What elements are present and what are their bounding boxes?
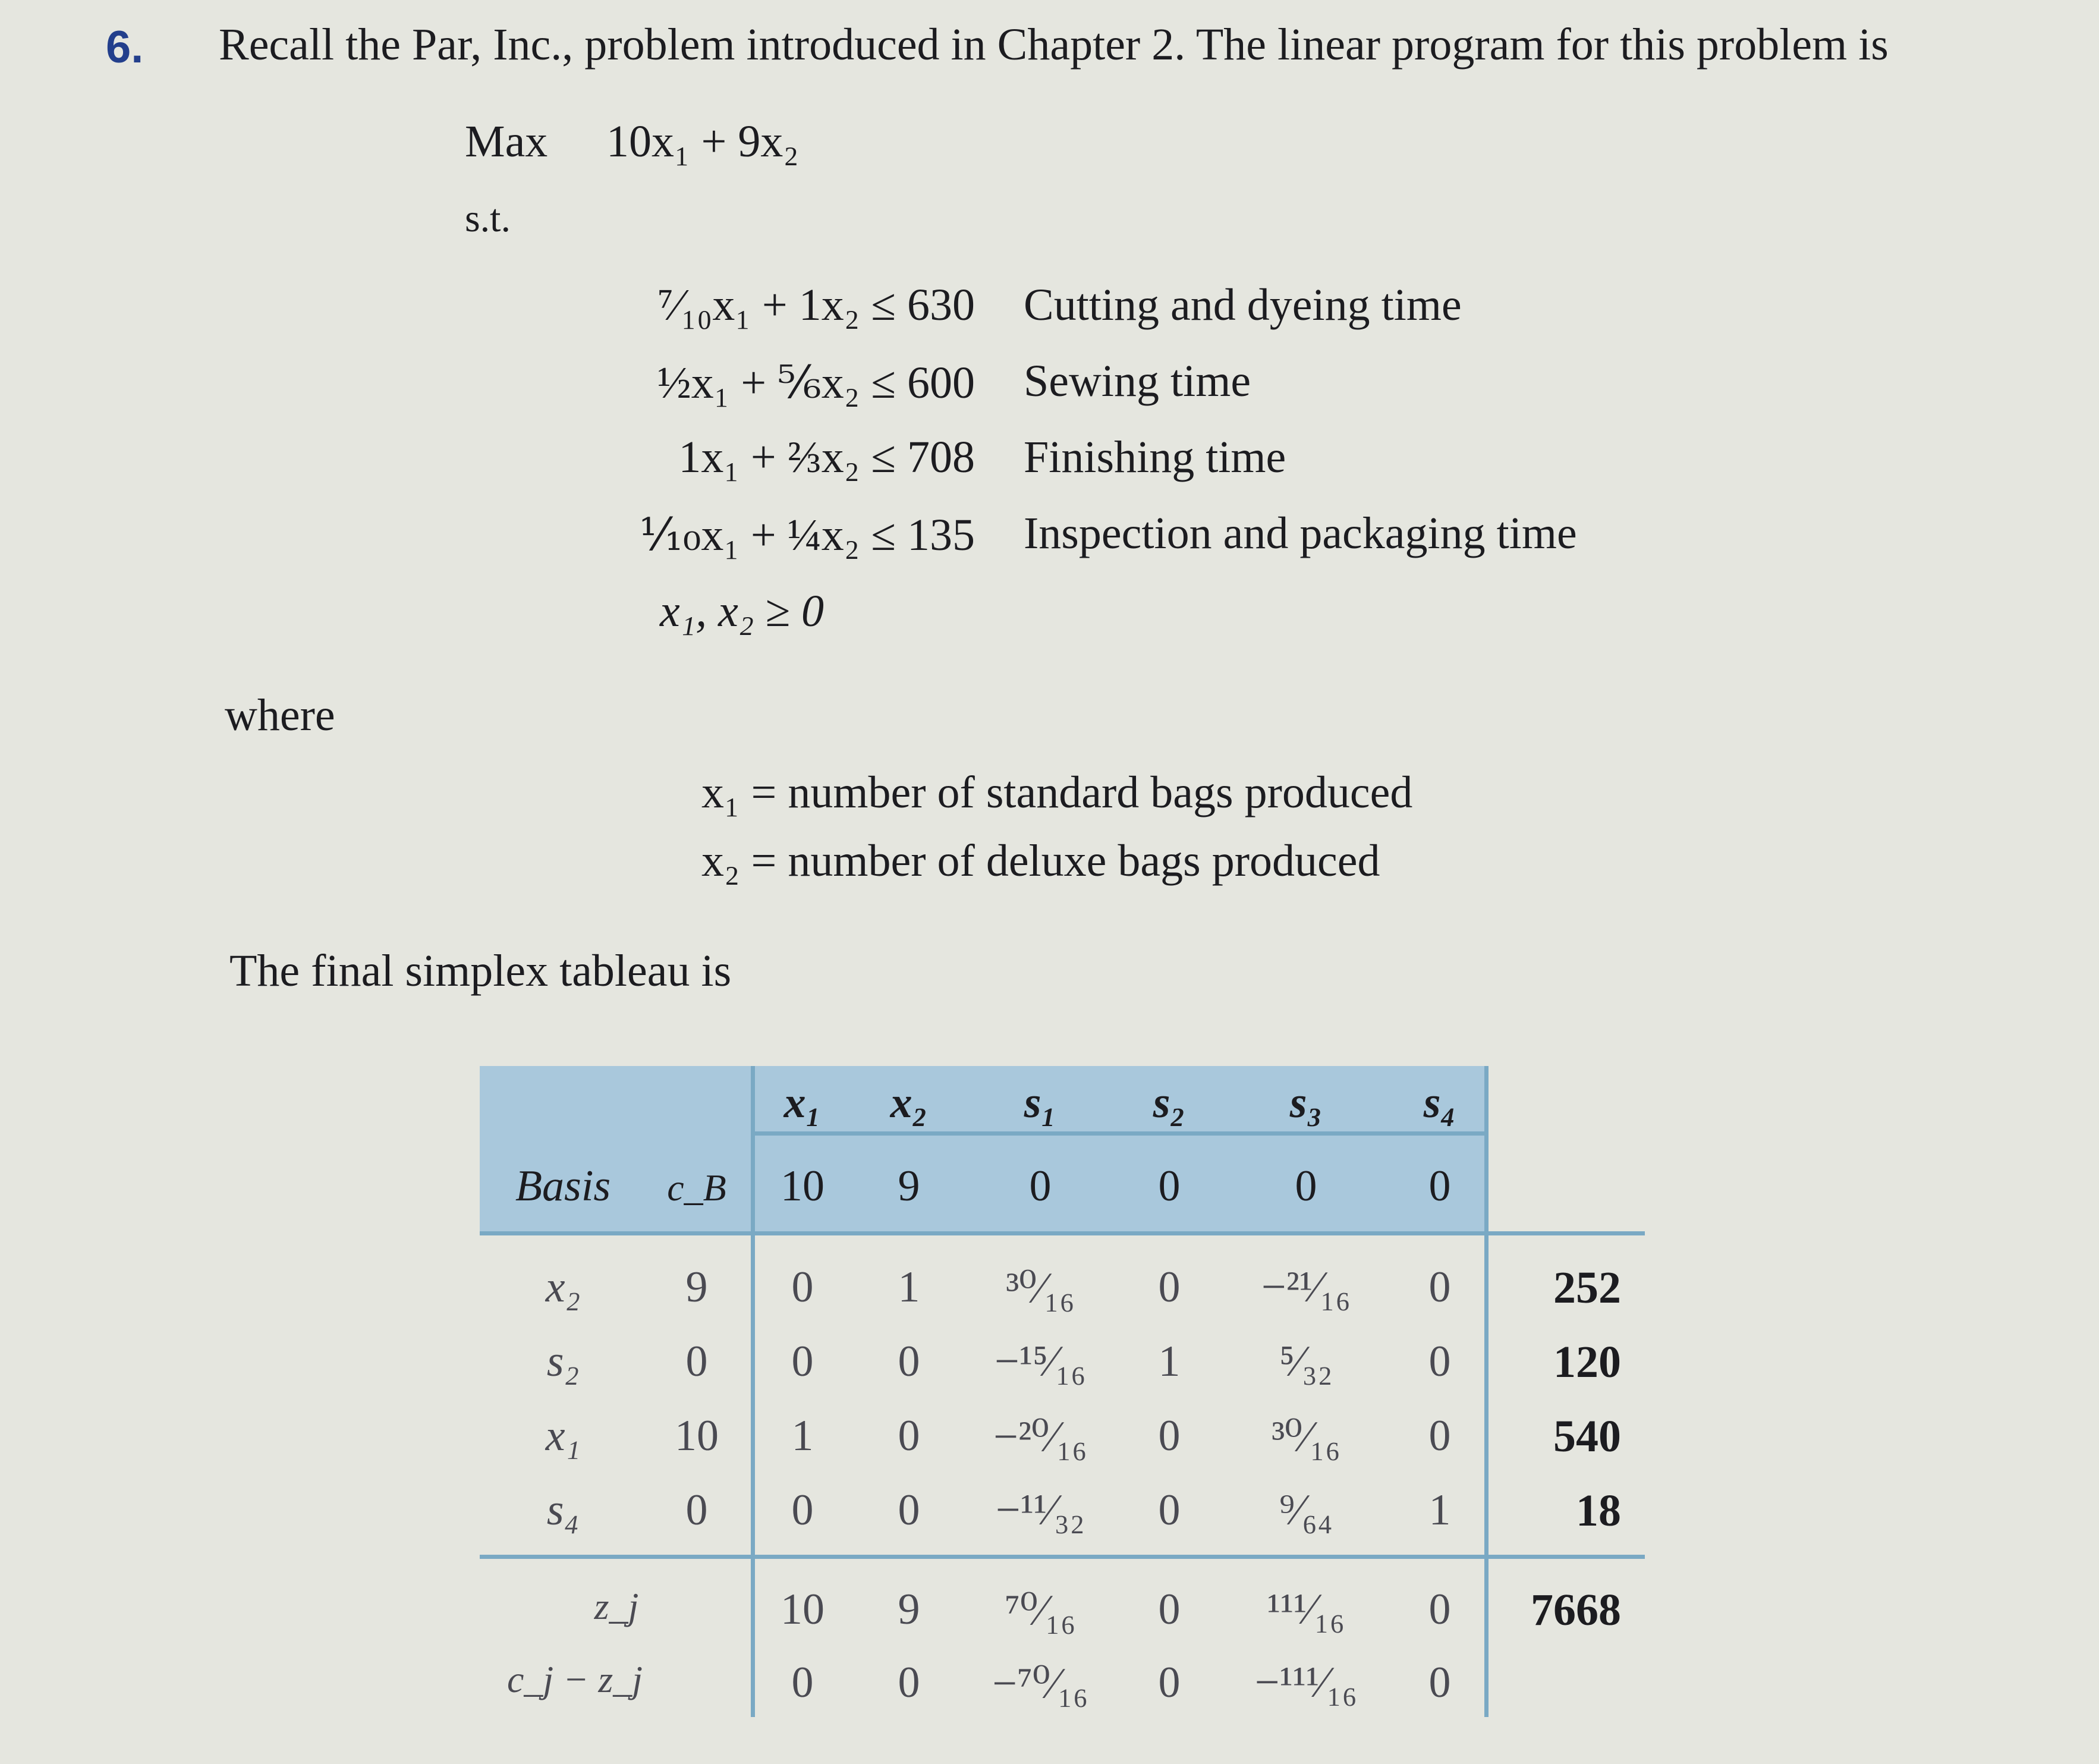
constraint-label: Cutting and dyeing time [1024, 280, 1462, 330]
tableau-cell: −¹¹⁄₃₂ [995, 1486, 1085, 1535]
cb-value: 10 [675, 1411, 719, 1460]
constraint-label: Inspection and packaging time [1024, 508, 1577, 558]
zj-label: z_j [594, 1585, 639, 1627]
cb-value: 9 [685, 1263, 708, 1312]
rhs-value: 18 [1576, 1486, 1621, 1536]
tableau-cell: −¹⁵⁄₁₆ [995, 1337, 1086, 1386]
tableau-cell: 0 [791, 1337, 814, 1386]
zj-value: 0 [1158, 1585, 1181, 1634]
tableau-cell: 1 [898, 1263, 920, 1312]
tableau-cell: 0 [1158, 1486, 1181, 1535]
constraint-lhs: ⁷⁄₁₀x₁ + 1x₂ ≤ 630 [657, 280, 975, 330]
cj-value: 10 [781, 1162, 825, 1210]
tableau-divider [751, 1066, 755, 1717]
tableau-cell: 0 [791, 1486, 814, 1535]
simplex-tableau [480, 1066, 1645, 1726]
rhs-value: 120 [1553, 1337, 1621, 1387]
zj-value: 9 [898, 1585, 920, 1634]
tableau-cell: 1 [1158, 1337, 1181, 1386]
header-s3: s₃ [1289, 1078, 1323, 1127]
tableau-cell: 0 [791, 1263, 814, 1312]
tableau-cell: ³⁰⁄₁₆ [1272, 1413, 1340, 1461]
tableau-cell: 0 [1428, 1263, 1451, 1312]
max-label: Max [465, 117, 548, 166]
zj-value: 10 [781, 1585, 825, 1634]
where-label: where [225, 690, 335, 740]
tableau-intro: The final simplex tableau is [229, 946, 732, 996]
tableau-cell: 1 [791, 1411, 814, 1460]
cb-label: c_B [667, 1166, 726, 1209]
cj-zj-label: c_j − z_j [506, 1658, 643, 1700]
tableau-cell: −²⁰⁄₁₆ [993, 1413, 1087, 1461]
tableau-cell: ⁵⁄₃₂ [1279, 1337, 1333, 1386]
definition-x1: x₁ = number of standard bags produced [701, 768, 1413, 817]
nonnegativity-constraint: x₁, x₂ ≥ 0 [660, 586, 825, 636]
tableau-cell: −²¹⁄₁₆ [1261, 1263, 1351, 1312]
cj-zj-value: 0 [791, 1658, 814, 1707]
cj-zj-value: 0 [1158, 1658, 1181, 1707]
cj-zj-value: −¹¹¹⁄₁₆ [1254, 1658, 1358, 1707]
header-s4: s₄ [1423, 1078, 1456, 1127]
tableau-cell: 0 [1428, 1337, 1451, 1386]
rhs-value: 252 [1553, 1263, 1621, 1313]
tableau-divider [480, 1231, 1645, 1235]
tableau-header-background [480, 1066, 1489, 1235]
problem-intro: Recall the Par, Inc., problem introduced in Chapter 2. The linear program for this problem is [219, 20, 1889, 70]
tableau-divider [751, 1131, 1489, 1136]
basis-var: s₄ [546, 1486, 580, 1535]
header-x2: x₂ [890, 1078, 928, 1127]
basis-var: s₂ [546, 1337, 580, 1386]
basis-var: x₂ [545, 1263, 581, 1312]
tableau-cell: 0 [1428, 1411, 1451, 1460]
cj-value: 9 [898, 1162, 920, 1210]
tableau-cell: 1 [1428, 1486, 1451, 1535]
objective-function: 10x₁ + 9x₂ [606, 117, 799, 166]
rhs-value: 540 [1553, 1411, 1621, 1461]
tableau-cell: ⁹⁄₆₄ [1279, 1486, 1333, 1535]
cj-zj-value: −⁷⁰⁄₁₆ [992, 1659, 1088, 1708]
objective-value: 7668 [1531, 1585, 1621, 1635]
basis-var: x₁ [545, 1411, 581, 1460]
cj-zj-value: 0 [1428, 1658, 1451, 1707]
tableau-divider [1484, 1066, 1489, 1717]
zj-value: ⁷⁰⁄₁₆ [1005, 1586, 1076, 1635]
definition-x2: x₂ = number of deluxe bags produced [701, 836, 1380, 886]
tableau-cell: 0 [1158, 1263, 1181, 1312]
cj-value: 0 [1029, 1162, 1052, 1210]
basis-label: Basis [515, 1162, 611, 1210]
cj-value: 0 [1295, 1162, 1317, 1210]
zj-value: 0 [1428, 1585, 1451, 1634]
constraint-label: Sewing time [1024, 356, 1251, 406]
cb-value: 0 [685, 1486, 708, 1535]
header-s2: s₂ [1153, 1078, 1186, 1127]
cj-value: 0 [1158, 1162, 1181, 1210]
tableau-divider [480, 1555, 1645, 1559]
tableau-cell: 0 [898, 1337, 920, 1386]
cj-zj-value: 0 [898, 1658, 920, 1707]
problem-number: 6. [106, 22, 144, 73]
tableau-cell: 0 [898, 1411, 920, 1460]
zj-value: ¹¹¹⁄₁₆ [1267, 1585, 1345, 1634]
cj-value: 0 [1428, 1162, 1451, 1210]
tableau-cell: 0 [898, 1486, 920, 1535]
st-label: s.t. [465, 197, 511, 240]
constraint-label: Finishing time [1024, 432, 1286, 482]
header-s1: s₁ [1024, 1078, 1057, 1127]
cb-value: 0 [685, 1337, 708, 1386]
tableau-cell: ³⁰⁄₁₆ [1006, 1264, 1075, 1313]
header-x1: x₁ [783, 1078, 822, 1127]
constraint-lhs: ½x₁ + ⅚x₂ ≤ 600 [657, 358, 975, 408]
tableau-cell: 0 [1158, 1411, 1181, 1460]
constraint-lhs: ⅒x₁ + ¼x₂ ≤ 135 [639, 510, 975, 560]
constraint-lhs: 1x₁ + ⅔x₂ ≤ 708 [678, 432, 975, 482]
